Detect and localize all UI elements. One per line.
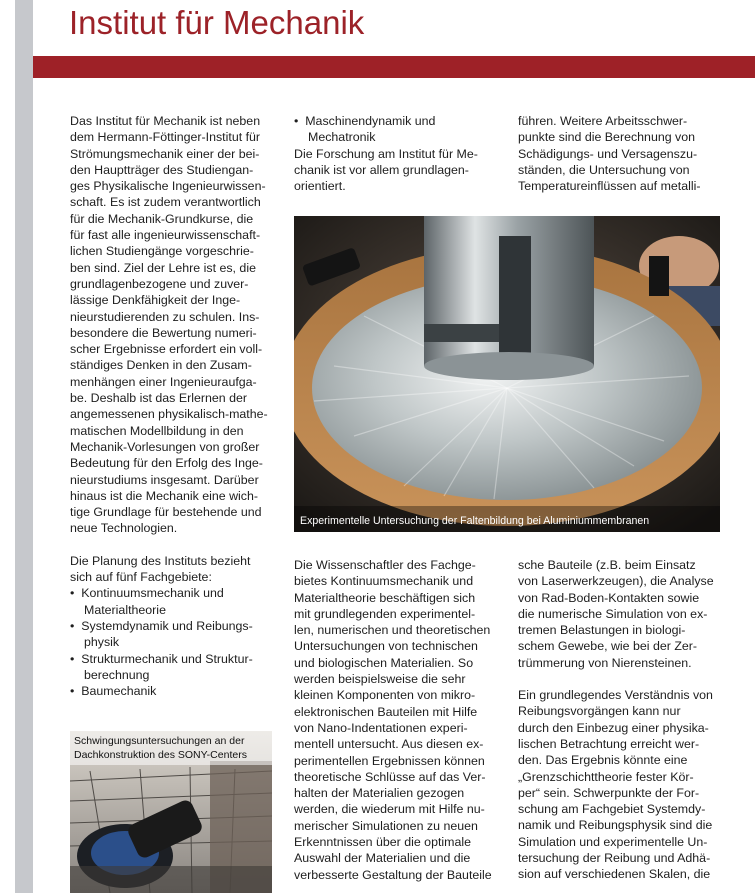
text-line: von Rad-Boden-Kontakten sowie bbox=[518, 590, 700, 605]
text-line: lischen Betrachtung erreicht wer- bbox=[518, 736, 700, 751]
bullet-continuation: Materialtheorie bbox=[84, 602, 166, 617]
column-2-bottom bbox=[294, 557, 492, 883]
text-line: nieurstudiums insgesamt. Darüber bbox=[70, 472, 259, 487]
bullet-continuation: physik bbox=[84, 635, 120, 650]
text-line: punkte sind die Berechnung von bbox=[518, 130, 696, 145]
text-line: orientiert. bbox=[294, 179, 346, 194]
text-line: Materialtheorie beschäftigen sich bbox=[294, 590, 476, 605]
text-line: tremen Belastungen in biologi- bbox=[518, 623, 686, 638]
text-line: Simulation und experimentelle Un- bbox=[518, 834, 708, 849]
text-line: schem Gewebe, wie bei der Zer- bbox=[518, 639, 698, 654]
text-line: Mechanik-Vorlesungen von großer bbox=[70, 439, 260, 454]
bullet-continuation: Mechatronik bbox=[308, 130, 376, 145]
text-line: verbesserte Gestaltung der Bauteile bbox=[294, 867, 492, 882]
text-line: ständiges Denken in den Zusam- bbox=[70, 358, 252, 373]
text-line: Strömungsmechanik einer der bei- bbox=[70, 146, 260, 161]
text-line: Temperatureinflüssen auf metalli- bbox=[518, 179, 701, 194]
text-line: den. Das Ergebnis könnte eine bbox=[518, 753, 688, 768]
text-line: menhängen einer Ingenieuraufga- bbox=[70, 374, 257, 389]
text-line: ben sind. Ziel der Lehre ist es, die bbox=[70, 260, 256, 275]
text-line: ges Physikalische Ingenieurwissen- bbox=[70, 179, 266, 194]
bullet-item bbox=[70, 585, 268, 601]
text-line: nieurstudierenden zu schulen. Ins- bbox=[70, 309, 260, 324]
text-line: neue Technologien. bbox=[70, 521, 178, 536]
text-line: und biologischen Materialien. So bbox=[294, 655, 474, 670]
fields-bullet-list bbox=[70, 585, 268, 699]
photo-caption: Experimentelle Untersuchung der Faltenbildung bei Aluminiummembranen bbox=[300, 515, 650, 527]
bullet-text: Systemdynamik und Reibungs- bbox=[81, 618, 253, 633]
photo-caption bbox=[70, 731, 272, 765]
text-line: „Grenzschichttheorie fester Kör- bbox=[518, 769, 694, 784]
bullet-item bbox=[70, 618, 268, 634]
membrane-experiment-photo bbox=[294, 216, 720, 532]
text-line: kleinen Komponenten von mikro- bbox=[294, 688, 476, 703]
bullet-item bbox=[70, 683, 268, 699]
text-line: merischer Simulationen zu neuen bbox=[294, 818, 478, 833]
text-line: Die Wissenschaftler des Fachge- bbox=[294, 558, 476, 572]
text-line: ständen, die Untersuchung von bbox=[518, 162, 690, 177]
bullet-continuation: berechnung bbox=[84, 667, 150, 682]
bullet-symbol: • bbox=[294, 114, 299, 128]
caption-line: Schwingungsuntersuchungen an der bbox=[74, 735, 245, 747]
title-rule bbox=[33, 56, 755, 78]
text-line: werden, die wiederum mit Hilfe nu- bbox=[294, 802, 485, 817]
text-line: durch den Einbezug einer physika- bbox=[518, 720, 709, 735]
text-line: chanik ist vor allem grundlagen- bbox=[294, 162, 469, 177]
text-line: für die Mechanik-Grundkurse, die bbox=[70, 211, 254, 226]
fields-intro-paragraph bbox=[70, 553, 268, 586]
membrane-photo-illustration bbox=[294, 216, 720, 532]
text-line: werden beispielsweise die sehr bbox=[294, 672, 466, 687]
text-line: scher Ergebnisse erfordert ein voll- bbox=[70, 342, 263, 357]
text-line: matischen Modellbildung in den bbox=[70, 423, 244, 438]
text-line: per“ sein. Schwerpunkte der For- bbox=[518, 785, 700, 800]
bullet-text: Baumechanik bbox=[81, 684, 157, 699]
text-line: führen. Weitere Arbeitsschwer- bbox=[518, 114, 688, 128]
text-line: den Hauptträger des Studiengan- bbox=[70, 162, 254, 177]
text-line: sich auf fünf Fachgebiete: bbox=[70, 570, 212, 585]
column-3-bottom bbox=[518, 557, 714, 883]
text-line: bietes Kontinuumsmechanik und bbox=[294, 574, 474, 589]
page-title: Institut für Mechanik bbox=[69, 4, 365, 41]
text-line: schaft. Es ist zudem verantwortlich bbox=[70, 195, 261, 210]
bullet-symbol: • bbox=[70, 651, 75, 666]
text-line: halten der Materialien gezogen bbox=[294, 786, 465, 801]
bullet-item bbox=[70, 651, 268, 667]
text-line: tige Grundlage für bestehende und bbox=[70, 505, 262, 520]
text-line: tersuchung der Reibung und Adhä- bbox=[518, 851, 711, 866]
text-line: besondere die Bewertung numeri- bbox=[70, 325, 257, 340]
text-line: für fast alle ingenieurwissenschaft- bbox=[70, 228, 261, 243]
sony-center-photo bbox=[70, 731, 272, 893]
bullet-item bbox=[294, 113, 478, 129]
text-line: lichen Studiengänge vorgeschrie- bbox=[70, 244, 254, 259]
text-line: namik und Reibungsphysik sind die bbox=[518, 818, 713, 833]
text-line: Das Institut für Mechanik ist neben bbox=[70, 114, 261, 128]
text-line: Die Forschung am Institut für Me- bbox=[294, 146, 478, 161]
text-line: len, numerischen und theoretischen bbox=[294, 623, 491, 638]
paragraph-gap bbox=[70, 537, 268, 553]
text-line: die numerische Simulation von ex- bbox=[518, 606, 708, 621]
text-line: dem Hermann-Föttinger-Institut für bbox=[70, 130, 261, 145]
intro-paragraph bbox=[70, 113, 268, 537]
bullet-text: Strukturmechanik und Struktur- bbox=[81, 651, 253, 666]
text-line: Erkenntnissen über die optimale bbox=[294, 835, 472, 850]
text-line: trümmerung von Nierensteinen. bbox=[518, 655, 692, 670]
text-line: hinaus ist die Mechanik eine wich- bbox=[70, 488, 259, 503]
bullet-symbol: • bbox=[70, 684, 75, 699]
bullet-text: Maschinendynamik und bbox=[305, 114, 436, 128]
text-line: theoretische Schlüsse auf das Ver- bbox=[294, 769, 486, 784]
bullet-symbol: • bbox=[70, 618, 75, 633]
text-line: schung am Fachgebiet Systemdy- bbox=[518, 802, 706, 817]
column-3-top bbox=[518, 113, 701, 194]
text-line: Die Planung des Instituts bezieht bbox=[70, 553, 251, 568]
text-line: lässige Denkfähigkeit der Inge- bbox=[70, 293, 241, 308]
text-line: Untersuchungen von technischen bbox=[294, 639, 478, 654]
text-line: Ein grundlegendes Verständnis von bbox=[518, 688, 713, 703]
bullet-text: Kontinuumsmechanik und bbox=[81, 586, 224, 601]
caption-line: Dachkonstruktion des SONY-Centers bbox=[74, 749, 247, 761]
text-line: perimentellen Ergebnissen können bbox=[294, 753, 485, 768]
text-line: Auswahl der Materialien und die bbox=[294, 851, 471, 866]
text-line: angemessenen physikalisch-mathe- bbox=[70, 407, 268, 422]
text-line: be. Deshalb ist das Erlernen der bbox=[70, 391, 248, 406]
text-line: Bedeutung für den Erfolg des Inge- bbox=[70, 456, 263, 471]
text-line: elektronischen Bauteilen mit Hilfe bbox=[294, 704, 478, 719]
text-line: mit grundlegenden experimentel- bbox=[294, 606, 476, 621]
paragraph-gap bbox=[518, 671, 714, 687]
text-line: grundlagenbezogene und zuver- bbox=[70, 276, 249, 291]
text-line: sche Bauteile (z.B. beim Einsatz bbox=[518, 558, 696, 572]
bullet-symbol: • bbox=[70, 586, 75, 601]
text-line: mentell untersucht. Aus diesen ex- bbox=[294, 737, 484, 752]
text-line: von Laserwerkzeugen), die Analyse bbox=[518, 574, 714, 589]
text-line: Reibungsvorgängen kann nur bbox=[518, 704, 681, 719]
text-line: sion auf verschiedenen Skalen, die bbox=[518, 867, 711, 882]
text-line: von Nano-Indentationen experi- bbox=[294, 720, 468, 735]
text-line: Schädigungs- und Versagenszu- bbox=[518, 146, 698, 161]
left-margin-bar bbox=[15, 0, 33, 893]
column-1 bbox=[70, 113, 268, 699]
column-2-top bbox=[294, 113, 478, 194]
